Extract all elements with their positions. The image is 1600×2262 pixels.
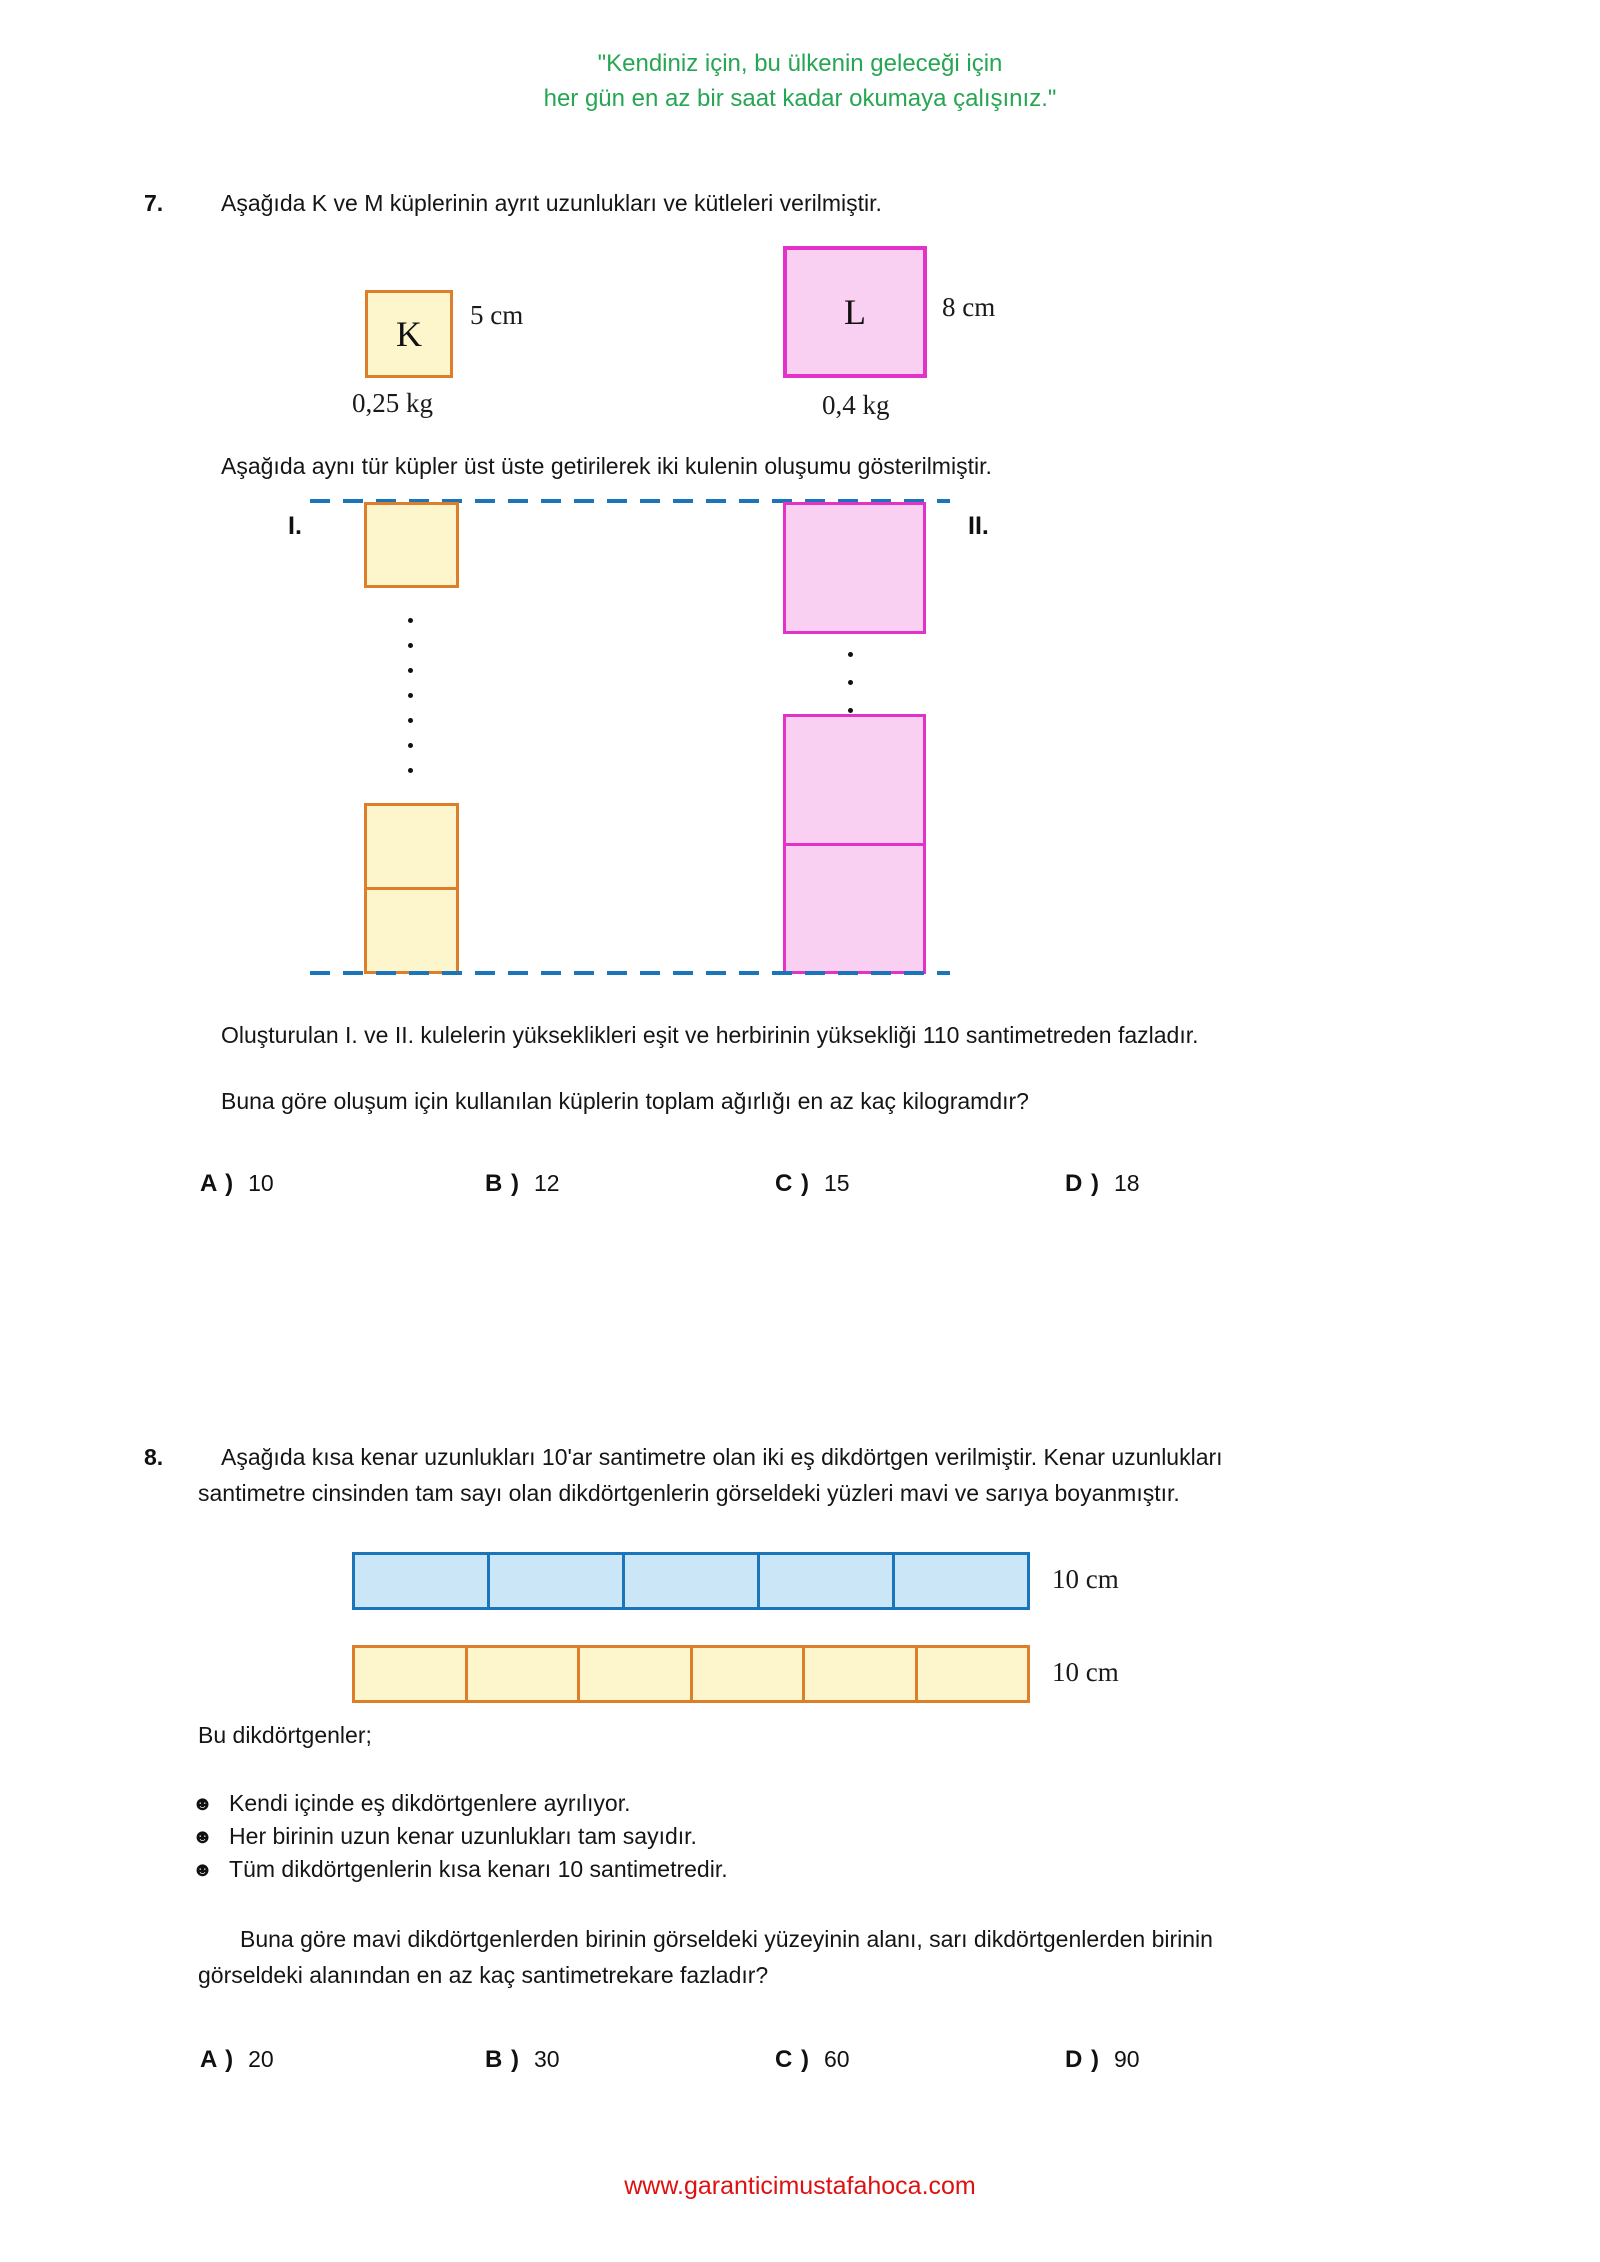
q8-bullet-1	[192, 1790, 631, 1817]
q7-option-d-letter: D )	[1065, 1170, 1100, 1197]
smiley-bullet-icon: ☻	[192, 1793, 214, 1815]
q7-option-b-letter: B )	[485, 1170, 520, 1197]
q8-bullet-2-text: Her birinin uzun kenar uzunlukları tam sayıdır.	[229, 1823, 697, 1849]
q8-intro-line-1: Aşağıda kısa kenar uzunlukları 10'ar santimetre olan iki eş dikdörtgen verilmiştir. Kenar uzunlukları	[221, 1444, 1223, 1470]
q7-number: 7.	[144, 190, 164, 216]
q8-option-d-letter: D )	[1065, 2046, 1100, 2073]
q7-option-c	[775, 1170, 850, 1198]
smiley-bullet-icon: ☻	[192, 1826, 214, 1848]
tower-2-label: II.	[968, 512, 989, 540]
tower-2-top-cube	[783, 502, 926, 634]
q7-option-a-letter: A )	[200, 1170, 235, 1197]
cube-l-mass-label: 0,4 kg	[822, 390, 890, 420]
q7-statement-text: Oluşturulan I. ve II. kulelerin yükseklikleri eşit ve herbirinin yüksekliği 110 santimetreden fazladır.	[221, 1022, 1199, 1048]
q8-intro-line-2: santimetre cinsinden tam sayı olan dikdörtgenlerin görseldeki yüzleri mavi ve sarıya boyanmıştır.	[198, 1480, 1180, 1506]
cube-l-letter: L	[844, 292, 866, 332]
q7-option-a	[200, 1170, 274, 1198]
q8-bullet-1-text: Kendi içinde eş dikdörtgenlere ayrılıyor.	[229, 1790, 631, 1816]
quote-line-1: "Kendiniz için, bu ülkenin geleceği için	[597, 50, 1003, 77]
yellow-rectangle	[352, 1645, 1030, 1703]
cube-k	[365, 290, 453, 378]
cube-k-edge-label: 5 cm	[470, 300, 524, 330]
quote-line-2: her gün en az bir saat kadar okumaya çalışınız."	[543, 85, 1057, 112]
q8-question-line-2: görseldeki alanından en az kaç santimetrekare fazladır?	[198, 1962, 769, 1988]
tower-1-bottom-stack	[364, 803, 459, 974]
cube-k-mass-label: 0,25 kg	[352, 388, 433, 418]
blue-rectangle-label: 10 cm	[1052, 1564, 1119, 1594]
q7-option-d	[1065, 1170, 1140, 1198]
tower-2-stack-cube	[786, 717, 923, 846]
tower-1-top-cube	[364, 502, 459, 588]
q7-intro-text: Aşağıda K ve M küplerinin ayrıt uzunlukları ve kütleleri verilmiştir.	[221, 190, 882, 216]
q8-option-a	[200, 2046, 274, 2074]
q8-question-line-1: Buna göre mavi dikdörtgenlerden birinin görseldeki yüzeyinin alanı, sarı dikdörtgenlerden birinin	[240, 1926, 1213, 1952]
blue-rectangle	[352, 1552, 1030, 1610]
tower-2-stack-cube	[786, 846, 923, 972]
q8-option-b-letter: B )	[485, 2046, 520, 2073]
bottom-dashed-line	[310, 971, 950, 975]
q8-number: 8.	[144, 1444, 164, 1470]
q7-question-text: Buna göre oluşum için kullanılan küplerin toplam ağırlığı en az kaç kilogramdır?	[221, 1088, 1029, 1114]
q7-option-c-letter: C )	[775, 1170, 810, 1197]
q7-option-b	[485, 1170, 560, 1198]
cube-l-edge-label: 8 cm	[942, 292, 996, 322]
q8-option-b	[485, 2046, 560, 2074]
q7-option-b-value: 12	[534, 1170, 560, 1196]
q8-option-b-value: 30	[534, 2046, 560, 2072]
q8-bullet-3	[192, 1856, 728, 1883]
tower-1-stack-cube	[367, 806, 456, 890]
q8-option-c-value: 60	[824, 2046, 850, 2072]
tower-1-ellipsis-dots	[408, 618, 413, 793]
tower-1-label: I.	[288, 512, 302, 540]
tower-2-bottom-stack	[783, 714, 926, 974]
q7-option-c-value: 15	[824, 1170, 850, 1196]
footer-website-url: www.garanticimustafahoca.com	[624, 2172, 976, 2200]
smiley-bullet-icon: ☻	[192, 1859, 214, 1881]
q8-bullet-3-text: Tüm dikdörtgenlerin kısa kenarı 10 santimetredir.	[229, 1856, 728, 1882]
yellow-rectangle-label: 10 cm	[1052, 1657, 1119, 1687]
q8-option-a-value: 20	[248, 2046, 274, 2072]
q8-bullet-2	[192, 1823, 697, 1850]
q8-option-d	[1065, 2046, 1140, 2074]
q8-option-a-letter: A )	[200, 2046, 235, 2073]
tower-1-stack-cube	[367, 890, 456, 971]
q7-option-d-value: 18	[1114, 1170, 1140, 1196]
cube-k-letter: K	[396, 314, 422, 354]
q7-option-a-value: 10	[248, 1170, 274, 1196]
cube-l	[783, 246, 927, 378]
q8-option-d-value: 90	[1114, 2046, 1140, 2072]
q7-towers-intro-text: Aşağıda aynı tür küpler üst üste getirilerek iki kulenin oluşumu gösterilmiştir.	[221, 453, 992, 479]
q8-option-c	[775, 2046, 850, 2074]
q8-subheading: Bu dikdörtgenler;	[198, 1722, 372, 1748]
q8-option-c-letter: C )	[775, 2046, 810, 2073]
